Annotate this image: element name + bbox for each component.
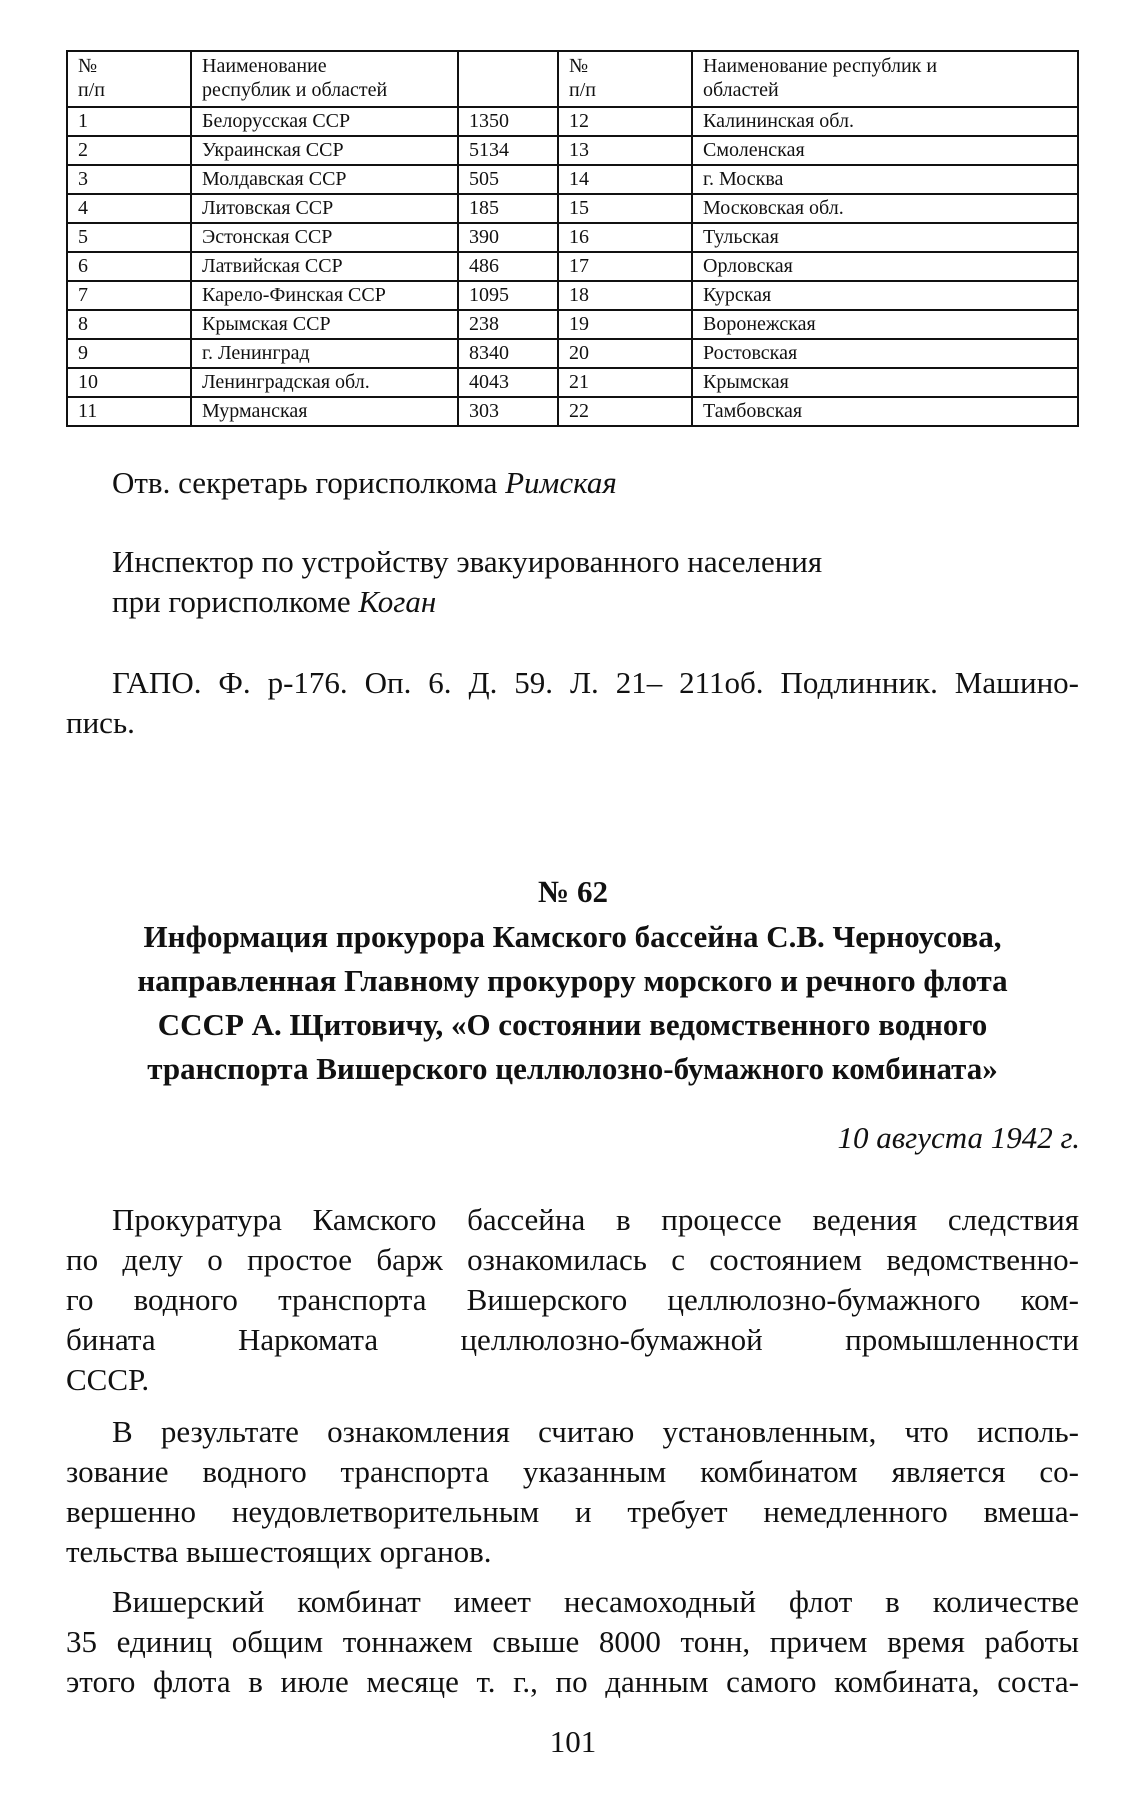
table-row	[67, 281, 1078, 310]
paragraph-1: Прокуратура Камского бассейна в процессе ведения следствия по делу о простое барж ознакомилась с состоянием ведомственно- го водного транспорта Вишерского целлюлозно-бумажного ком- бината Наркомата целлюлозно-бумажной промышленности СССР.	[66, 1202, 1079, 1397]
region-name: Литовская ССР	[191, 194, 458, 223]
region-name: г. Москва	[692, 165, 1078, 194]
document-date: 10 августа 1942 г.	[837, 1120, 1080, 1155]
row-number: 11	[67, 397, 191, 426]
evacuees-table	[66, 50, 1079, 427]
region-name: Крымская ССР	[191, 310, 458, 339]
row-number: 1	[67, 107, 191, 136]
table-row	[67, 397, 1078, 426]
region-name: Эстонская ССР	[191, 223, 458, 252]
header-left-count	[458, 51, 558, 107]
table-row	[67, 136, 1078, 165]
row-number: 4	[67, 194, 191, 223]
row-number: 21	[558, 368, 692, 397]
row-number: 12	[558, 107, 692, 136]
header-left-number: № п/п	[67, 51, 191, 107]
region-name: Смоленская	[692, 136, 1078, 165]
row-number: 7	[67, 281, 191, 310]
row-number: 6	[67, 252, 191, 281]
region-name: Белорусская ССР	[191, 107, 458, 136]
evacuee-count: 1350	[458, 107, 558, 136]
region-name: Тульская	[692, 223, 1078, 252]
region-name: Латвийская ССР	[191, 252, 458, 281]
table-row	[67, 194, 1078, 223]
document-number: № 62	[538, 874, 608, 909]
evacuee-count: 390	[458, 223, 558, 252]
evacuee-count: 486	[458, 252, 558, 281]
table-row	[67, 252, 1078, 281]
paragraph-3: Вишерский комбинат имеет несамоходный флот в количестве 35 единиц общим тоннажем свыше 8000 тонн, причем время работы этого флота в июле месяце т. г., по данным самого комбината, соста-	[66, 1584, 1079, 1699]
region-name: Ленинградская обл.	[191, 368, 458, 397]
table-row	[67, 107, 1078, 136]
row-number: 20	[558, 339, 692, 368]
region-name: Курская	[692, 281, 1078, 310]
region-name: Ростовская	[692, 339, 1078, 368]
row-number: 10	[67, 368, 191, 397]
row-number: 19	[558, 310, 692, 339]
row-number: 18	[558, 281, 692, 310]
row-number: 17	[558, 252, 692, 281]
evacuee-count: 1095	[458, 281, 558, 310]
table-row	[67, 223, 1078, 252]
table-row	[67, 368, 1078, 397]
row-number: 22	[558, 397, 692, 426]
row-number: 8	[67, 310, 191, 339]
row-number: 9	[67, 339, 191, 368]
row-number: 15	[558, 194, 692, 223]
row-number: 5	[67, 223, 191, 252]
region-name: Мурманская	[191, 397, 458, 426]
document-title: Информация прокурора Камского бассейна С.В. Черноусова, направленная Главному прокурору морского и речного флота СССР А. Щитовичу, «О состоянии ведомственного водного транспорта Вишерского целлюлозно-бумажного комбината»	[137, 919, 1008, 1086]
evacuee-count: 5134	[458, 136, 558, 165]
region-name: Молдавская ССР	[191, 165, 458, 194]
region-name: Воронежская	[692, 310, 1078, 339]
inspector-signature-line2: при горисполкоме Коган	[112, 584, 437, 619]
header-right-number: № п/п	[558, 51, 692, 107]
region-name: Украинская ССР	[191, 136, 458, 165]
row-number: 16	[558, 223, 692, 252]
header-left-name: Наименование республик и областей	[191, 51, 458, 107]
page-number: 101	[549, 1724, 597, 1759]
table-header-row	[67, 51, 1078, 107]
row-number: 3	[67, 165, 191, 194]
evacuee-count: 303	[458, 397, 558, 426]
evacuee-count: 505	[458, 165, 558, 194]
region-name: Орловская	[692, 252, 1078, 281]
row-number: 14	[558, 165, 692, 194]
region-name: Карело-Финская ССР	[191, 281, 458, 310]
archive-reference: ГАПО. Ф. р-176. Оп. 6. Д. 59. Л. 21– 211об. Подлинник. Машино- пись.	[66, 665, 1079, 740]
region-name: Крымская	[692, 368, 1078, 397]
row-number: 13	[558, 136, 692, 165]
evacuee-count: 238	[458, 310, 558, 339]
evacuee-count: 8340	[458, 339, 558, 368]
table-row	[67, 165, 1078, 194]
secretary-signature: Отв. секретарь горисполкома Римская	[112, 465, 617, 500]
region-name: Московская обл.	[692, 194, 1078, 223]
region-name: г. Ленинград	[191, 339, 458, 368]
table-row	[67, 310, 1078, 339]
secretary-name: Римская	[505, 465, 617, 500]
table-row	[67, 339, 1078, 368]
evacuee-count: 4043	[458, 368, 558, 397]
inspector-name: Коган	[358, 584, 437, 619]
evacuee-count: 185	[458, 194, 558, 223]
region-name: Калининская обл.	[692, 107, 1078, 136]
paragraph-2: В результате ознакомления считаю установленным, что исполь- зование водного транспорта указанным комбинатом является со- вершенно неудовлетворительным и требует немедленного вмеша- тельства вышестоящих органов.	[66, 1414, 1079, 1569]
inspector-signature-line1: Инспектор по устройству эвакуированного населения	[112, 544, 823, 579]
region-name: Тамбовская	[692, 397, 1078, 426]
header-right-name: Наименование республик и областей	[692, 51, 1078, 107]
row-number: 2	[67, 136, 191, 165]
